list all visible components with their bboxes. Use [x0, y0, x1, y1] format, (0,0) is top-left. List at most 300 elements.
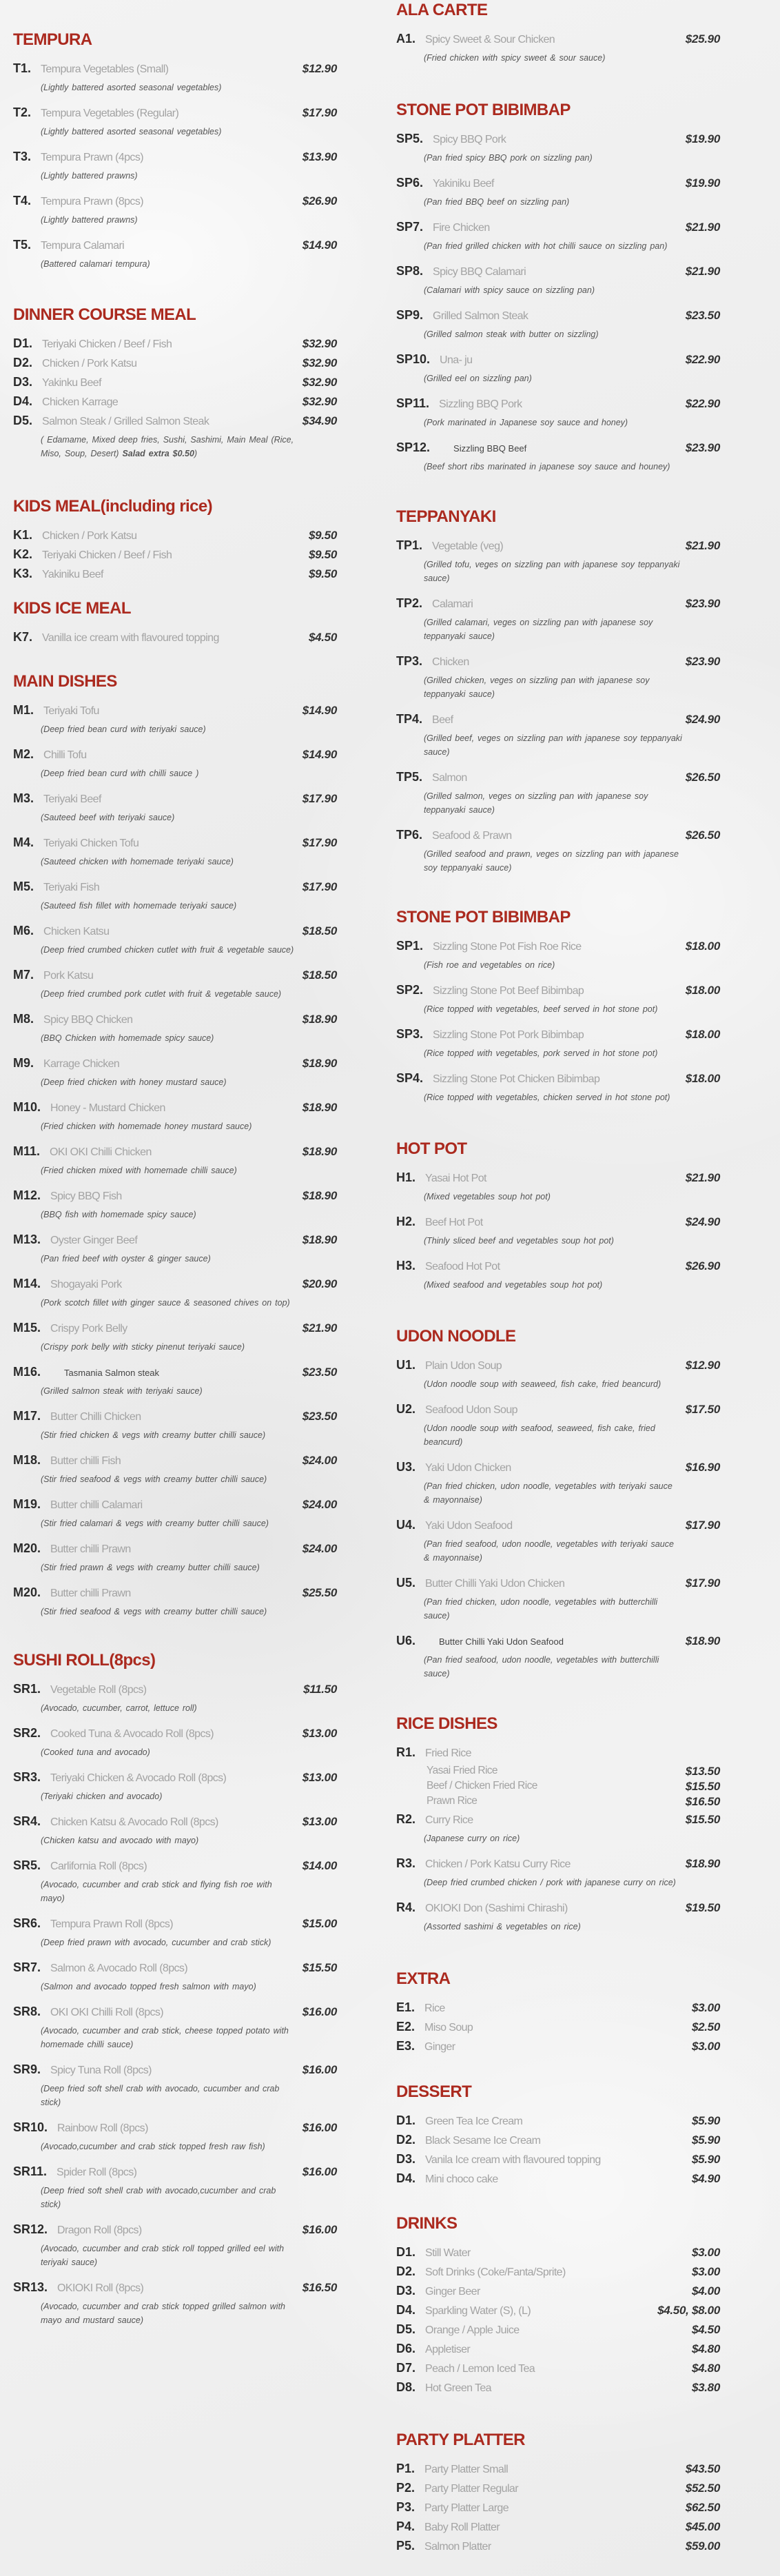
- menu-item[interactable]: [13, 747, 337, 780]
- menu-item[interactable]: [13, 1144, 337, 1177]
- description-tail: ): [194, 449, 198, 458]
- menu-item[interactable]: [396, 1745, 720, 1810]
- item-code: SR10.: [13, 2120, 48, 2134]
- item-name: Rice: [424, 2002, 445, 2014]
- item-code: SR8.: [13, 2005, 41, 2018]
- menu-item[interactable]: [396, 176, 720, 209]
- item-name: Tasmania Salmon steak: [64, 1368, 160, 1378]
- menu-item[interactable]: [13, 356, 337, 375]
- menu-item[interactable]: [396, 1518, 720, 1565]
- item-price: $18.90: [302, 1013, 337, 1026]
- menu-item[interactable]: [13, 1585, 337, 1619]
- menu-item[interactable]: [13, 1409, 337, 1442]
- item-price: $25.90: [685, 32, 720, 45]
- item-name: OKI OKI Chilli Roll (8pcs): [50, 2007, 164, 2018]
- item-price: $18.90: [302, 1233, 337, 1246]
- item-price: $22.90: [685, 397, 720, 410]
- menu-item-row: [13, 968, 337, 987]
- item-price: $24.00: [302, 1454, 337, 1467]
- menu-item[interactable]: [396, 538, 720, 585]
- item-name: Party Platter Regular: [424, 2483, 518, 2495]
- item-price: $34.90: [302, 414, 337, 427]
- item-description: [396, 1190, 720, 1204]
- item-price: $13.00: [302, 1815, 337, 1828]
- menu-item[interactable]: [13, 1012, 337, 1045]
- item-code: SR3.: [13, 1770, 41, 1784]
- menu-item-row: [396, 2133, 720, 2152]
- menu-item[interactable]: [396, 1634, 720, 1681]
- section-kids-meal-including-rice: [13, 496, 337, 586]
- menu-item[interactable]: [396, 1460, 720, 1507]
- item-price: $32.90: [302, 395, 337, 408]
- menu-item[interactable]: [396, 220, 720, 253]
- item-name: Butter Chilli Yaki Udon Seafood: [439, 1636, 564, 1647]
- item-description: [396, 616, 720, 643]
- menu-item[interactable]: [13, 528, 337, 547]
- menu-item[interactable]: [396, 2113, 720, 2133]
- item-price: $17.90: [302, 792, 337, 805]
- item-price: $18.50: [302, 968, 337, 982]
- menu-item[interactable]: [13, 61, 337, 94]
- menu-item[interactable]: [396, 1071, 720, 1104]
- menu-item[interactable]: [396, 2481, 720, 2500]
- menu-item[interactable]: [396, 939, 720, 972]
- item-name: Sizzling Stone Pot Chicken Bibimbap: [433, 1073, 600, 1085]
- item-price: $14.90: [302, 239, 337, 252]
- item-price: $22.90: [685, 353, 720, 366]
- menu-item[interactable]: [13, 2280, 337, 2327]
- item-description: [396, 151, 720, 165]
- menu-item[interactable]: [396, 2519, 720, 2539]
- menu-item[interactable]: [396, 1576, 720, 1623]
- item-price: $13.90: [302, 150, 337, 163]
- menu-item[interactable]: [396, 1259, 720, 1292]
- menu-item[interactable]: [13, 924, 337, 957]
- menu-item[interactable]: [13, 1726, 337, 1759]
- description-text: (Rice topped with vegetables, beef served in hot stone pot): [424, 1004, 658, 1014]
- menu-item[interactable]: [13, 1100, 337, 1133]
- description-text: (Thinly sliced beef and vegetables soup hot pot): [424, 1236, 614, 1246]
- menu-item[interactable]: [13, 1277, 337, 1310]
- menu-item[interactable]: [396, 396, 720, 429]
- menu-item[interactable]: [13, 630, 337, 649]
- menu-item[interactable]: [396, 308, 720, 341]
- menu-item[interactable]: [396, 2000, 720, 2020]
- item-price: $16.90: [685, 1461, 720, 1474]
- menu-item-row: [396, 1358, 720, 1377]
- item-name: Oyster Ginger Beef: [50, 1235, 138, 1246]
- item-name: Salmon & Avocado Roll (8pcs): [50, 1963, 188, 1974]
- menu-item[interactable]: [13, 1188, 337, 1221]
- description-text: (Lightly battered asorted seasonal vegetables): [41, 127, 222, 136]
- section-extra: [396, 1969, 720, 2058]
- section-stone-pot-bibimbap: [396, 100, 720, 485]
- item-name: Chicken / Pork Katsu: [42, 530, 137, 542]
- item-description: [13, 1789, 337, 1803]
- menu-item-row: [396, 828, 720, 847]
- menu-item-row: [13, 1188, 337, 1208]
- menu-item[interactable]: [13, 1321, 337, 1354]
- menu-item-row: [13, 2280, 337, 2300]
- menu-item-row: [396, 2322, 720, 2342]
- item-name: OKIOKI Don (Sashimi Chirashi): [425, 1903, 568, 1914]
- menu-item[interactable]: [396, 264, 720, 297]
- item-name: Honey - Mustard Chicken: [50, 1102, 165, 1114]
- menu-item[interactable]: [13, 2222, 337, 2269]
- menu-item[interactable]: [13, 2120, 337, 2153]
- menu-item[interactable]: [396, 2539, 720, 2558]
- menu-item[interactable]: [396, 2133, 720, 2152]
- description-text: (Stir fried calamari & vegs with creamy butter chilli sauce): [41, 1519, 269, 1528]
- menu-item[interactable]: [13, 1056, 337, 1089]
- description-text: (Pan fried spicy BBQ pork on sizzling pan): [424, 153, 593, 163]
- item-name: Hot Green Tea: [425, 2382, 491, 2394]
- description-text: (Grilled salmon, veges on sizzling pan with japanese soy teppanyaki sauce): [424, 791, 648, 815]
- sub-item-price: $16.50: [685, 1795, 720, 1808]
- item-code: M6.: [13, 924, 34, 937]
- item-code: P2.: [396, 2481, 415, 2495]
- menu-item-row: [13, 1682, 337, 1701]
- item-name: Carlifornia Roll (8pcs): [50, 1860, 147, 1872]
- menu-item-row: [396, 1634, 720, 1653]
- item-code: SR9.: [13, 2062, 41, 2076]
- menu-item-row: [396, 220, 720, 239]
- section-heading: DRINKS: [396, 2214, 458, 2233]
- item-name: Karrage Chicken: [43, 1058, 120, 1070]
- item-price: $26.90: [302, 194, 337, 207]
- menu-item-row: [13, 1453, 337, 1472]
- menu-item[interactable]: [396, 2303, 720, 2322]
- menu-item-row: [13, 1277, 337, 1296]
- item-name: Fire Chicken: [433, 222, 490, 234]
- menu-item[interactable]: [13, 394, 337, 414]
- menu-item-row: [396, 2113, 720, 2133]
- section-party-platter: [396, 2430, 720, 2558]
- item-price: $4.50, $8.00: [657, 2304, 720, 2317]
- menu-item[interactable]: [396, 596, 720, 643]
- menu-item[interactable]: [396, 1812, 720, 1845]
- item-code: M20.: [13, 1541, 41, 1555]
- item-price: $17.90: [302, 836, 337, 849]
- menu-item[interactable]: [396, 1027, 720, 1060]
- description-text: ( Edamame, Mixed deep fries, Sushi, Sashimi, Main Meal (Rice, Miso, Soup, Desert): [41, 435, 294, 458]
- item-code: D3.: [13, 375, 33, 389]
- description-text: (Lightly battered prawns): [41, 215, 138, 225]
- menu-item-row: [13, 1585, 337, 1605]
- menu-item[interactable]: [13, 1453, 337, 1486]
- item-name: Teriyaki Chicken / Beef / Fish: [42, 549, 172, 561]
- item-description: [396, 673, 720, 701]
- description-text: (Battered calamari tempura): [41, 259, 150, 269]
- description-text: (Rice topped with vegetables, pork served in hot stone pot): [424, 1048, 658, 1058]
- description-text: (Lightly battered asorted seasonal vegetables): [41, 83, 222, 92]
- item-code: K1.: [13, 528, 33, 542]
- menu-item[interactable]: [396, 2020, 720, 2039]
- item-description: [13, 433, 337, 460]
- menu-item[interactable]: [13, 375, 337, 394]
- menu-item[interactable]: [13, 880, 337, 913]
- menu-item-row: [13, 1960, 337, 1980]
- item-price: $23.90: [685, 655, 720, 668]
- item-code: SR12.: [13, 2222, 48, 2236]
- menu-item-row: [13, 1144, 337, 1164]
- menu-item[interactable]: [13, 336, 337, 356]
- item-code: H3.: [396, 1259, 416, 1272]
- item-price: $18.00: [685, 984, 720, 997]
- menu-item[interactable]: [396, 2171, 720, 2191]
- item-description: [13, 1428, 337, 1442]
- section-heading: EXTRA: [396, 1969, 451, 1988]
- menu-item-row: [13, 336, 337, 356]
- menu-item[interactable]: [396, 1856, 720, 1889]
- menu-item[interactable]: [396, 2245, 720, 2264]
- item-code: SP5.: [396, 132, 424, 145]
- description-text: (Avocado, cucumber and crab stick, cheese topped potato with homemade chilli sauce): [41, 2026, 289, 2049]
- menu-item[interactable]: [396, 712, 720, 759]
- item-price: $21.90: [685, 539, 720, 552]
- menu-item-row: [13, 61, 337, 81]
- menu-item-row: [13, 1916, 337, 1936]
- menu-item[interactable]: [396, 2152, 720, 2171]
- item-price: $18.00: [685, 940, 720, 953]
- item-price: $26.50: [685, 771, 720, 784]
- description-text: (Deep fried prawn with avocado, cucumber and crab stick): [41, 1938, 271, 1947]
- item-description: [13, 1164, 337, 1177]
- item-price: $9.50: [308, 529, 337, 542]
- menu-item-row: [396, 1071, 720, 1091]
- item-code: M18.: [13, 1453, 41, 1467]
- description-text: (Chicken katsu and avocado with mayo): [41, 1836, 199, 1845]
- menu-item[interactable]: [396, 352, 720, 385]
- sub-item[interactable]: [396, 1780, 720, 1795]
- menu-item[interactable]: [13, 1682, 337, 1715]
- menu-item[interactable]: [396, 1358, 720, 1391]
- menu-item-row: [396, 983, 720, 1002]
- menu-item[interactable]: [396, 32, 720, 65]
- menu-item[interactable]: [396, 1402, 720, 1449]
- item-price: $11.50: [303, 1683, 337, 1696]
- item-code: M1.: [13, 703, 34, 717]
- menu-item-row: [396, 440, 720, 460]
- menu-item-row: [13, 1814, 337, 1834]
- menu-item[interactable]: [396, 828, 720, 875]
- item-description: [396, 416, 720, 429]
- item-name: Party Platter Small: [424, 2464, 509, 2475]
- section-dinner-course-meal: [13, 305, 337, 471]
- menu-item-row: [396, 2152, 720, 2171]
- menu-item[interactable]: [396, 440, 720, 474]
- item-description: [396, 283, 720, 297]
- menu-item[interactable]: [396, 983, 720, 1016]
- item-price: $21.90: [685, 1171, 720, 1184]
- menu-item[interactable]: [396, 132, 720, 165]
- item-price: $23.50: [302, 1366, 337, 1379]
- item-name: Butter chilli Prawn: [50, 1543, 131, 1555]
- menu-item[interactable]: [396, 770, 720, 817]
- item-price: $18.00: [685, 1072, 720, 1085]
- description-text: (Avocado, cucumber and crab stick roll topped grilled eel with teriyaki sauce): [41, 2244, 285, 2267]
- item-code: E2.: [396, 2020, 415, 2034]
- item-code: R4.: [396, 1900, 416, 1914]
- item-name: Chicken Katsu: [43, 926, 110, 937]
- item-name: Seafood & Prawn: [432, 830, 512, 842]
- menu-item-row: [396, 32, 720, 51]
- description-text: (Rice topped with vegetables, chicken served in hot stone pot): [424, 1093, 670, 1102]
- item-code: E3.: [396, 2039, 415, 2053]
- item-description: [396, 1091, 720, 1104]
- menu-item[interactable]: [13, 1814, 337, 1847]
- item-code: P1.: [396, 2462, 415, 2475]
- item-price: $18.90: [685, 1634, 720, 1647]
- menu-item[interactable]: [396, 2284, 720, 2303]
- menu-item[interactable]: [13, 1365, 337, 1398]
- item-name: Grilled Salmon Steak: [433, 310, 528, 322]
- menu-item[interactable]: [13, 1960, 337, 1994]
- item-name: Ginger: [424, 2041, 455, 2053]
- item-description: [13, 1834, 337, 1847]
- menu-item[interactable]: [396, 1170, 720, 1204]
- menu-item[interactable]: [13, 547, 337, 567]
- item-price: $17.90: [302, 880, 337, 893]
- item-name: Dragon Roll (8pcs): [57, 2224, 142, 2236]
- menu-item[interactable]: [396, 1900, 720, 1934]
- menu-item[interactable]: [13, 1541, 337, 1574]
- section-heading: HOT POT: [396, 1139, 467, 1158]
- item-description: [13, 1384, 337, 1398]
- item-description: [13, 1878, 337, 1905]
- menu-item-row: [396, 1402, 720, 1421]
- menu-item-row: [13, 630, 337, 649]
- item-price: $26.50: [685, 829, 720, 842]
- item-description: [13, 1605, 337, 1619]
- item-name: Spicy BBQ Chicken: [43, 1014, 133, 1026]
- menu-item[interactable]: [13, 2164, 337, 2211]
- description-text: (Pork marinated in Japanese soy sauce and honey): [424, 418, 628, 427]
- menu-item-row: [13, 2120, 337, 2140]
- item-price: $18.90: [302, 1189, 337, 1202]
- menu-item[interactable]: [13, 2005, 337, 2051]
- item-code: T3.: [13, 150, 32, 163]
- item-price: $21.90: [685, 221, 720, 234]
- menu-item[interactable]: [13, 791, 337, 824]
- menu-item[interactable]: [13, 703, 337, 736]
- menu-item[interactable]: [396, 2361, 720, 2380]
- item-code: SP6.: [396, 176, 424, 190]
- menu-item[interactable]: [396, 2462, 720, 2481]
- menu-item[interactable]: [13, 1497, 337, 1530]
- menu-item[interactable]: [396, 2500, 720, 2519]
- menu-item[interactable]: [13, 238, 337, 271]
- menu-item-row: [396, 2171, 720, 2191]
- item-price: $24.00: [302, 1498, 337, 1511]
- menu-item[interactable]: [13, 835, 337, 869]
- menu-item[interactable]: [396, 1215, 720, 1248]
- menu-item-row: [396, 1576, 720, 1595]
- menu-item[interactable]: [13, 1770, 337, 1803]
- item-name: Chilli Tofu: [43, 749, 87, 761]
- item-price: $3.00: [691, 2001, 720, 2014]
- description-text: (Fried chicken mixed with homemade chilli sauce): [41, 1166, 237, 1175]
- description-text: (Stir fried chicken & vegs with creamy butter chilli sauce): [41, 1430, 266, 1440]
- menu-item[interactable]: [13, 2062, 337, 2109]
- section-stone-pot-bibimbap: [396, 907, 720, 1115]
- menu-item[interactable]: [396, 2322, 720, 2342]
- item-price: $32.90: [302, 376, 337, 389]
- item-code: U5.: [396, 1576, 416, 1590]
- section-heading: KIDS MEAL(including rice): [13, 497, 213, 516]
- item-price: $23.50: [302, 1410, 337, 1423]
- item-name: Butter Chilli Chicken: [50, 1411, 141, 1423]
- menu-item[interactable]: [13, 1858, 337, 1905]
- item-name: Ginger Beer: [425, 2286, 480, 2298]
- menu-item[interactable]: [396, 654, 720, 701]
- item-description: [396, 1234, 720, 1248]
- item-name: Spicy BBQ Calamari: [433, 266, 526, 278]
- sub-item[interactable]: [396, 1765, 720, 1780]
- menu-item-row: [396, 2539, 720, 2558]
- menu-item[interactable]: [396, 2380, 720, 2400]
- menu-item-row: [13, 2164, 337, 2184]
- item-price: $4.80: [691, 2342, 720, 2355]
- menu-item-row: [396, 396, 720, 416]
- menu-item[interactable]: [13, 567, 337, 586]
- item-description: [396, 847, 720, 875]
- menu-item[interactable]: [13, 194, 337, 227]
- item-name: Chicken Karrage: [42, 396, 119, 408]
- item-code: D4.: [13, 394, 33, 408]
- menu-item-row: [13, 1770, 337, 1789]
- menu-item[interactable]: [396, 2264, 720, 2284]
- item-code: SP1.: [396, 939, 424, 953]
- item-name: Vanilla ice cream with flavoured topping: [42, 632, 219, 644]
- item-code: SR7.: [13, 1960, 41, 1974]
- item-code: D4.: [396, 2303, 416, 2317]
- item-description: [396, 1046, 720, 1060]
- item-price: $14.90: [302, 704, 337, 717]
- item-price: $59.00: [685, 2539, 720, 2553]
- item-code: SR4.: [13, 1814, 41, 1828]
- menu-item[interactable]: [13, 1916, 337, 1949]
- item-code: E1.: [396, 2000, 415, 2014]
- sub-item-name: Prawn Rice: [427, 1795, 478, 1807]
- item-name: Cooked Tuna & Avocado Roll (8pcs): [50, 1728, 214, 1740]
- item-price: $20.90: [302, 1277, 337, 1290]
- description-text: (Teriyaki chicken and avocado): [41, 1792, 163, 1801]
- item-code: D1.: [396, 2113, 416, 2127]
- menu-item[interactable]: [396, 2039, 720, 2058]
- menu-item-row: [13, 2005, 337, 2024]
- description-text: (Grilled salmon steak with teriyaki sauce): [41, 1386, 203, 1396]
- menu-item[interactable]: [13, 150, 337, 183]
- menu-item[interactable]: [13, 1233, 337, 1266]
- item-name: Calamari: [432, 598, 473, 610]
- item-description: [396, 51, 720, 65]
- sub-item[interactable]: [396, 1795, 720, 1810]
- menu-item[interactable]: [13, 414, 337, 460]
- item-name: Una- ju: [440, 354, 473, 366]
- menu-item-row: [396, 654, 720, 673]
- description-text: (Pan fried chicken, udon noodle, vegetables with butterchilli sauce): [424, 1597, 658, 1621]
- menu-item[interactable]: [13, 105, 337, 139]
- menu-item-row: [396, 2000, 720, 2020]
- item-code: SR5.: [13, 1858, 41, 1872]
- item-description: [13, 1561, 337, 1574]
- item-code: SR2.: [13, 1726, 41, 1740]
- menu-item[interactable]: [13, 968, 337, 1001]
- section-sushi-roll-8pcs: [13, 1650, 337, 2338]
- menu-item[interactable]: [396, 2342, 720, 2361]
- menu-item-row: [396, 2264, 720, 2284]
